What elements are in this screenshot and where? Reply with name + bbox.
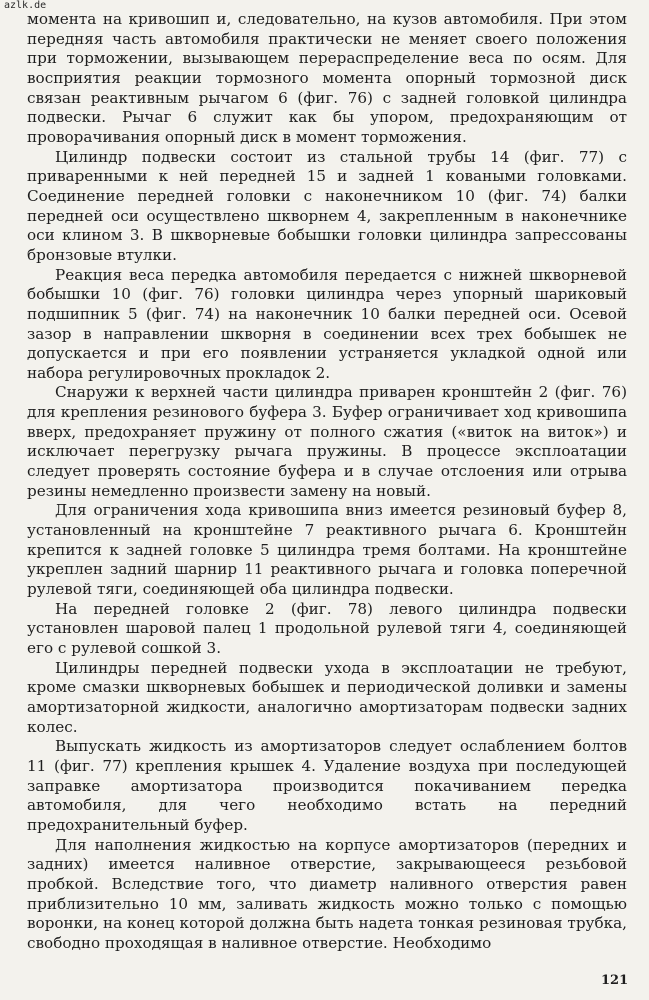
page-number: 121 <box>601 973 629 988</box>
paragraph-1: момента на кривошип и, следовательно, на кузов автомобиля. При этом передняя часть автомобиля практически не меняет своего положения при торможении, вызывающем перераспределение веса по осям. Для восприятия реакции тормозного момента опорный тормозной диск связан реактивным рычагом 6 (фиг. 76) с задней головкой цилиндра подвески. Рычаг 6 служит как бы упором, предохраняющим от проворачивания опорный диск в момент торможения. <box>27 10 627 146</box>
page-body <box>27 10 627 954</box>
paragraph-7: Цилиндры передней подвески ухода в эксплоатации не требуют, кроме смазки шкворневых бобышек и периодической доливки и замены амортизаторной жидкости, аналогично амортизаторам подвески задних колес. <box>27 658 627 736</box>
paragraph-9: Для наполнения жидкостью на корпусе амортизаторов (передних и задних) имеется наливное отверстие, закрывающееся резьбовой пробкой. Вследствие того, что диаметр наливного отверстия равен приблизительно 10 мм, заливать жидкость можно только с помощью воронки, на конец которой должна быть надета тонкая резиновая трубка, свободно проходящая в наливное отверстие. Необходимо <box>27 835 627 952</box>
watermark: azlk.de <box>4 0 47 11</box>
paragraph-8: Выпускать жидкость из амортизаторов следует ослаблением болтов 11 (фиг. 77) крепления крышек 4. Удаление воздуха при последующей заправке амортизатора производится покачиванием передка автомобиля, для чего необходимо встать на передний предохранительный буфер. <box>27 737 627 834</box>
paragraph-3: Реакция веса передка автомобиля передается с нижней шкворневой бобышки 10 (фиг. 76) головки цилиндра через упорный шариковый подшипник 5 (фиг. 74) на наконечник 10 балки передней оси. Осевой зазор в направлении шкворня в соединении всех трех бобышек не допускается и при его появлении устраняется укладкой одной или набора регулировочных прокладок 2. <box>27 265 627 382</box>
paragraph-4: Снаружи к верхней части цилиндра приварен кронштейн 2 (фиг. 76) для крепления резинового буфера 3. Буфер ограничивает ход кривошипа вверх, предохраняет пружину от полного сжатия («виток на виток») и исключает перегрузку рычага пружины. В процессе эксплоатации следует проверять состояние буфера и в случае отслоения или отрыва резины немедленно произвести замену на новый. <box>27 383 627 500</box>
paragraph-6: На передней головке 2 (фиг. 78) левого цилиндра подвески установлен шаровой палец 1 продольной рулевой тяги 4, соединяющей его с рулевой сошкой 3. <box>27 599 627 657</box>
paragraph-2: Цилиндр подвески состоит из стальной трубы 14 (фиг. 77) с приваренными к ней передней 15 и задней 1 коваными головками. Соединение передней головки с наконечником 10 (фиг. 74) балки передней оси осуществлено шкворнем 4, закрепленным в наконечнике оси клином 3. В шкворневые бобышки головки цилиндра запрессованы бронзовые втулки. <box>27 147 627 264</box>
paragraph-5: Для ограничения хода кривошипа вниз имеется резиновый буфер 8, установленный на кронштейне 7 реактивного рычага 6. Кронштейн крепится к задней головке 5 цилиндра тремя болтами. На кронштейне укреплен задний шарнир 11 реактивного рычага и головка поперечной рулевой тяги, соединяющей оба цилиндра подвески. <box>27 501 627 599</box>
